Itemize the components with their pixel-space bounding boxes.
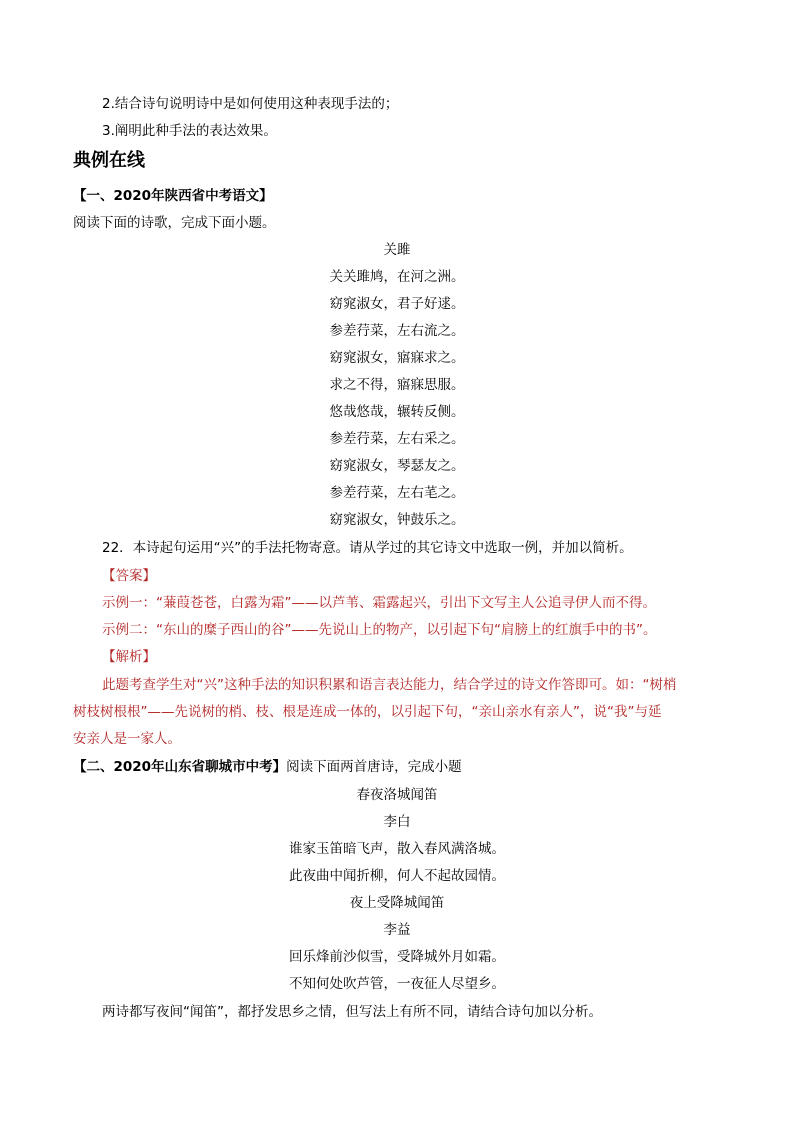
poem-line: 关关雎鸠，在河之洲。 <box>329 269 465 285</box>
poem-line: 窈窕淑女，钟鼓乐之。 <box>329 512 465 528</box>
poem-line: 参差荇菜，左右采之。 <box>329 431 465 447</box>
poem1-title: 春夜洛城闻笛 <box>356 787 438 803</box>
analysis-line: 此题考查学生对“兴”这种手法的知识积累和语言表达能力，结合学过的诗文作答即可。如：“树梢 <box>102 677 677 693</box>
poem-line: 窈窕淑女，琴瑟友之。 <box>329 458 465 474</box>
poem-line: 窈窕淑女，君子好逑。 <box>329 296 465 312</box>
poem-line: 参差荇菜，左右芼之。 <box>329 485 465 501</box>
poem1-author: 李白 <box>383 814 411 830</box>
poem2-line: 不知何处吹芦管，一夜征人尽望乡。 <box>289 976 505 992</box>
poem2-author: 李益 <box>383 922 411 938</box>
analysis-label: 【解析】 <box>102 649 156 665</box>
example1-instruction: 阅读下面的诗歌，完成下面小题。 <box>73 215 276 231</box>
analysis-line: 树枝树根根”——先说树的梢、枝、根是连成一体的，以引起下句，“亲山亲水有亲人”，说“我”与延 <box>73 704 662 720</box>
poem-line: 参差荇菜，左右流之。 <box>329 323 465 339</box>
poem-line: 求之不得，寤寐思服。 <box>329 377 465 393</box>
section-heading: 典例在线 <box>73 150 145 171</box>
example2-instruction: 阅读下面两首唐诗，完成小题 <box>286 759 462 775</box>
poem2-line: 回乐烽前沙似雪，受降城外月如霜。 <box>289 949 505 965</box>
example2-intro <box>73 757 462 777</box>
poem-line: 窈窕淑女，寤寐求之。 <box>329 350 465 366</box>
example2-header: 【二、2020年山东省聊城市中考】 <box>73 759 287 775</box>
poem-title: 关雎 <box>383 242 411 258</box>
answer-example-2: 示例二：“东山的糜子西山的谷”——先说山上的物产，以引起下句“肩膀上的红旗手中的书”。 <box>102 622 657 638</box>
poem1-line: 此夜曲中闻折柳，何人不起故园情。 <box>289 868 505 884</box>
method-step-3: 3.阐明此种手法的表达效果。 <box>102 123 277 139</box>
method-step-2: 2.结合诗句说明诗中是如何使用这种表现手法的； <box>102 96 399 112</box>
analysis-line: 安亲人是一家人。 <box>73 731 181 747</box>
poem2-title: 夜上受降城闻笛 <box>349 895 445 911</box>
answer-label: 【答案】 <box>102 568 156 584</box>
example1-question: 22．本诗起句运用“兴”的手法托物寄意。请从学过的其它诗文中选取一例，并加以简析。 <box>102 540 633 556</box>
example2-question: 两诗都写夜间“闻笛”，都抒发思乡之情，但写法上有所不同，请结合诗句加以分析。 <box>102 1004 602 1020</box>
poem-line: 悠哉悠哉，辗转反侧。 <box>329 404 465 420</box>
answer-example-1: 示例一：“蒹葭苍苍，白露为霜”——以芦苇、霜露起兴，引出下文写主人公追寻伊人而不得。 <box>102 595 656 611</box>
example1-header: 【一、2020年陕西省中考语文】 <box>73 188 273 204</box>
poem1-line: 谁家玉笛暗飞声，散入春风满洛城。 <box>289 841 505 857</box>
